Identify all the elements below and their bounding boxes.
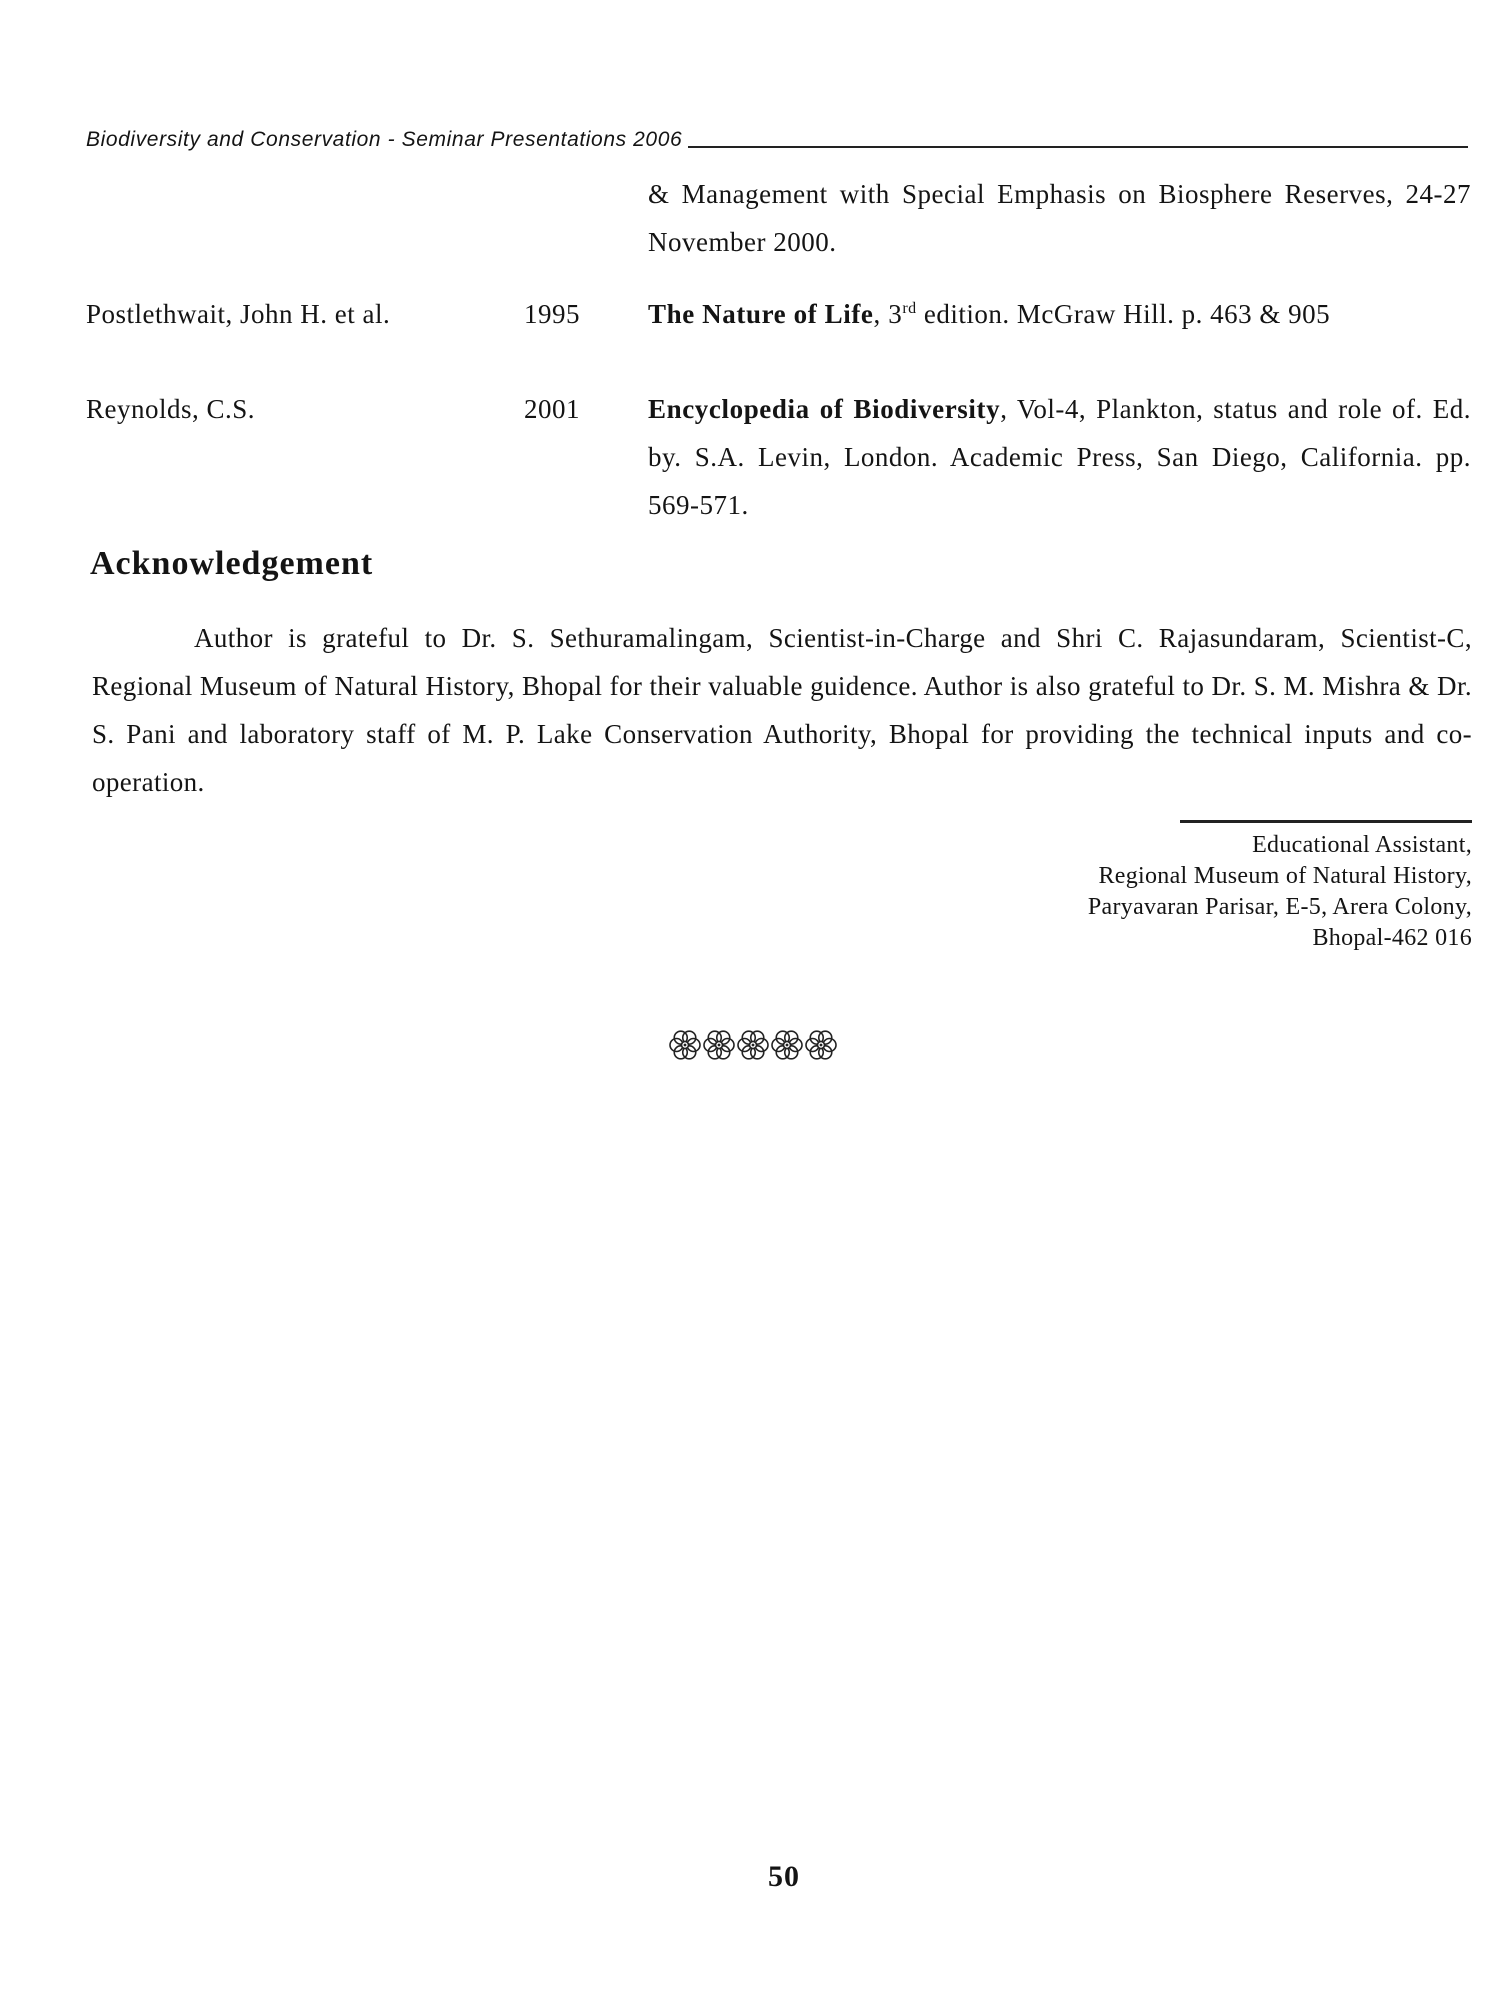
- reference-citation: [648, 385, 1471, 529]
- end-ornament-row: [668, 1028, 838, 1062]
- reference-details: edition. McGraw Hill. p. 463 & 905: [916, 299, 1331, 329]
- affiliation-line: Paryavaran Parisar, E-5, Arera Colony,: [1087, 894, 1472, 920]
- reference-year: 2001: [524, 394, 580, 424]
- acknowledgement-paragraph: Author is grateful to Dr. S. Sethuramalingam, Scientist-in-Charge and Shri C. Rajasundaram, Scientist-C, Regional Museum of Natural History, Bhopal for their valuable guidence. Author is also grateful to Dr. S. M. Mishra & Dr. S. Pani and laboratory staff of M. P. Lake Conservation Authority, Bhopal for providing the technical inputs and co-operation.: [92, 623, 1472, 797]
- reference-edition-suffix: rd: [902, 300, 917, 317]
- page-number: 50: [768, 1860, 800, 1893]
- affiliation-rule: [1180, 820, 1472, 823]
- flower-ornament-icon: [804, 1028, 838, 1062]
- flower-ornament-icon: [736, 1028, 770, 1062]
- running-header: [86, 118, 1468, 150]
- affiliation-line: Regional Museum of Natural History,: [1098, 863, 1472, 889]
- flower-ornament-icon: [770, 1028, 804, 1062]
- reference-year: 1995: [524, 299, 580, 329]
- reference-edition-prefix: , 3: [873, 299, 903, 329]
- reference-author: Postlethwait, John H. et al.: [86, 299, 391, 329]
- running-header-title: Biodiversity and Conservation - Seminar Presentations 2006: [86, 128, 683, 151]
- reference-author: Reynolds, C.S.: [86, 394, 256, 424]
- flower-ornament-icon: [668, 1028, 702, 1062]
- reference-title: Encyclopedia of Biodiversity: [648, 394, 1001, 424]
- author-affiliation: [1088, 830, 1472, 954]
- header-rule: [688, 146, 1468, 148]
- flower-ornament-icon: [702, 1028, 736, 1062]
- affiliation-line: Bhopal-462 016: [1312, 925, 1472, 951]
- reference-continued-text: & Management with Special Emphasis on Biosphere Reserves, 24-27 November 2000.: [648, 179, 1471, 257]
- reference-citation: [648, 290, 1471, 338]
- reference-details: , Vol-4, Plankton, status and role of. Ed. by. S.A. Levin, London. Academic Press, San Diego, California. pp. 569-571.: [648, 394, 1471, 520]
- reference-title: The Nature of Life: [648, 299, 874, 329]
- section-title-acknowledgement: Acknowledgement: [90, 545, 374, 582]
- affiliation-line: Educational Assistant,: [1252, 832, 1472, 858]
